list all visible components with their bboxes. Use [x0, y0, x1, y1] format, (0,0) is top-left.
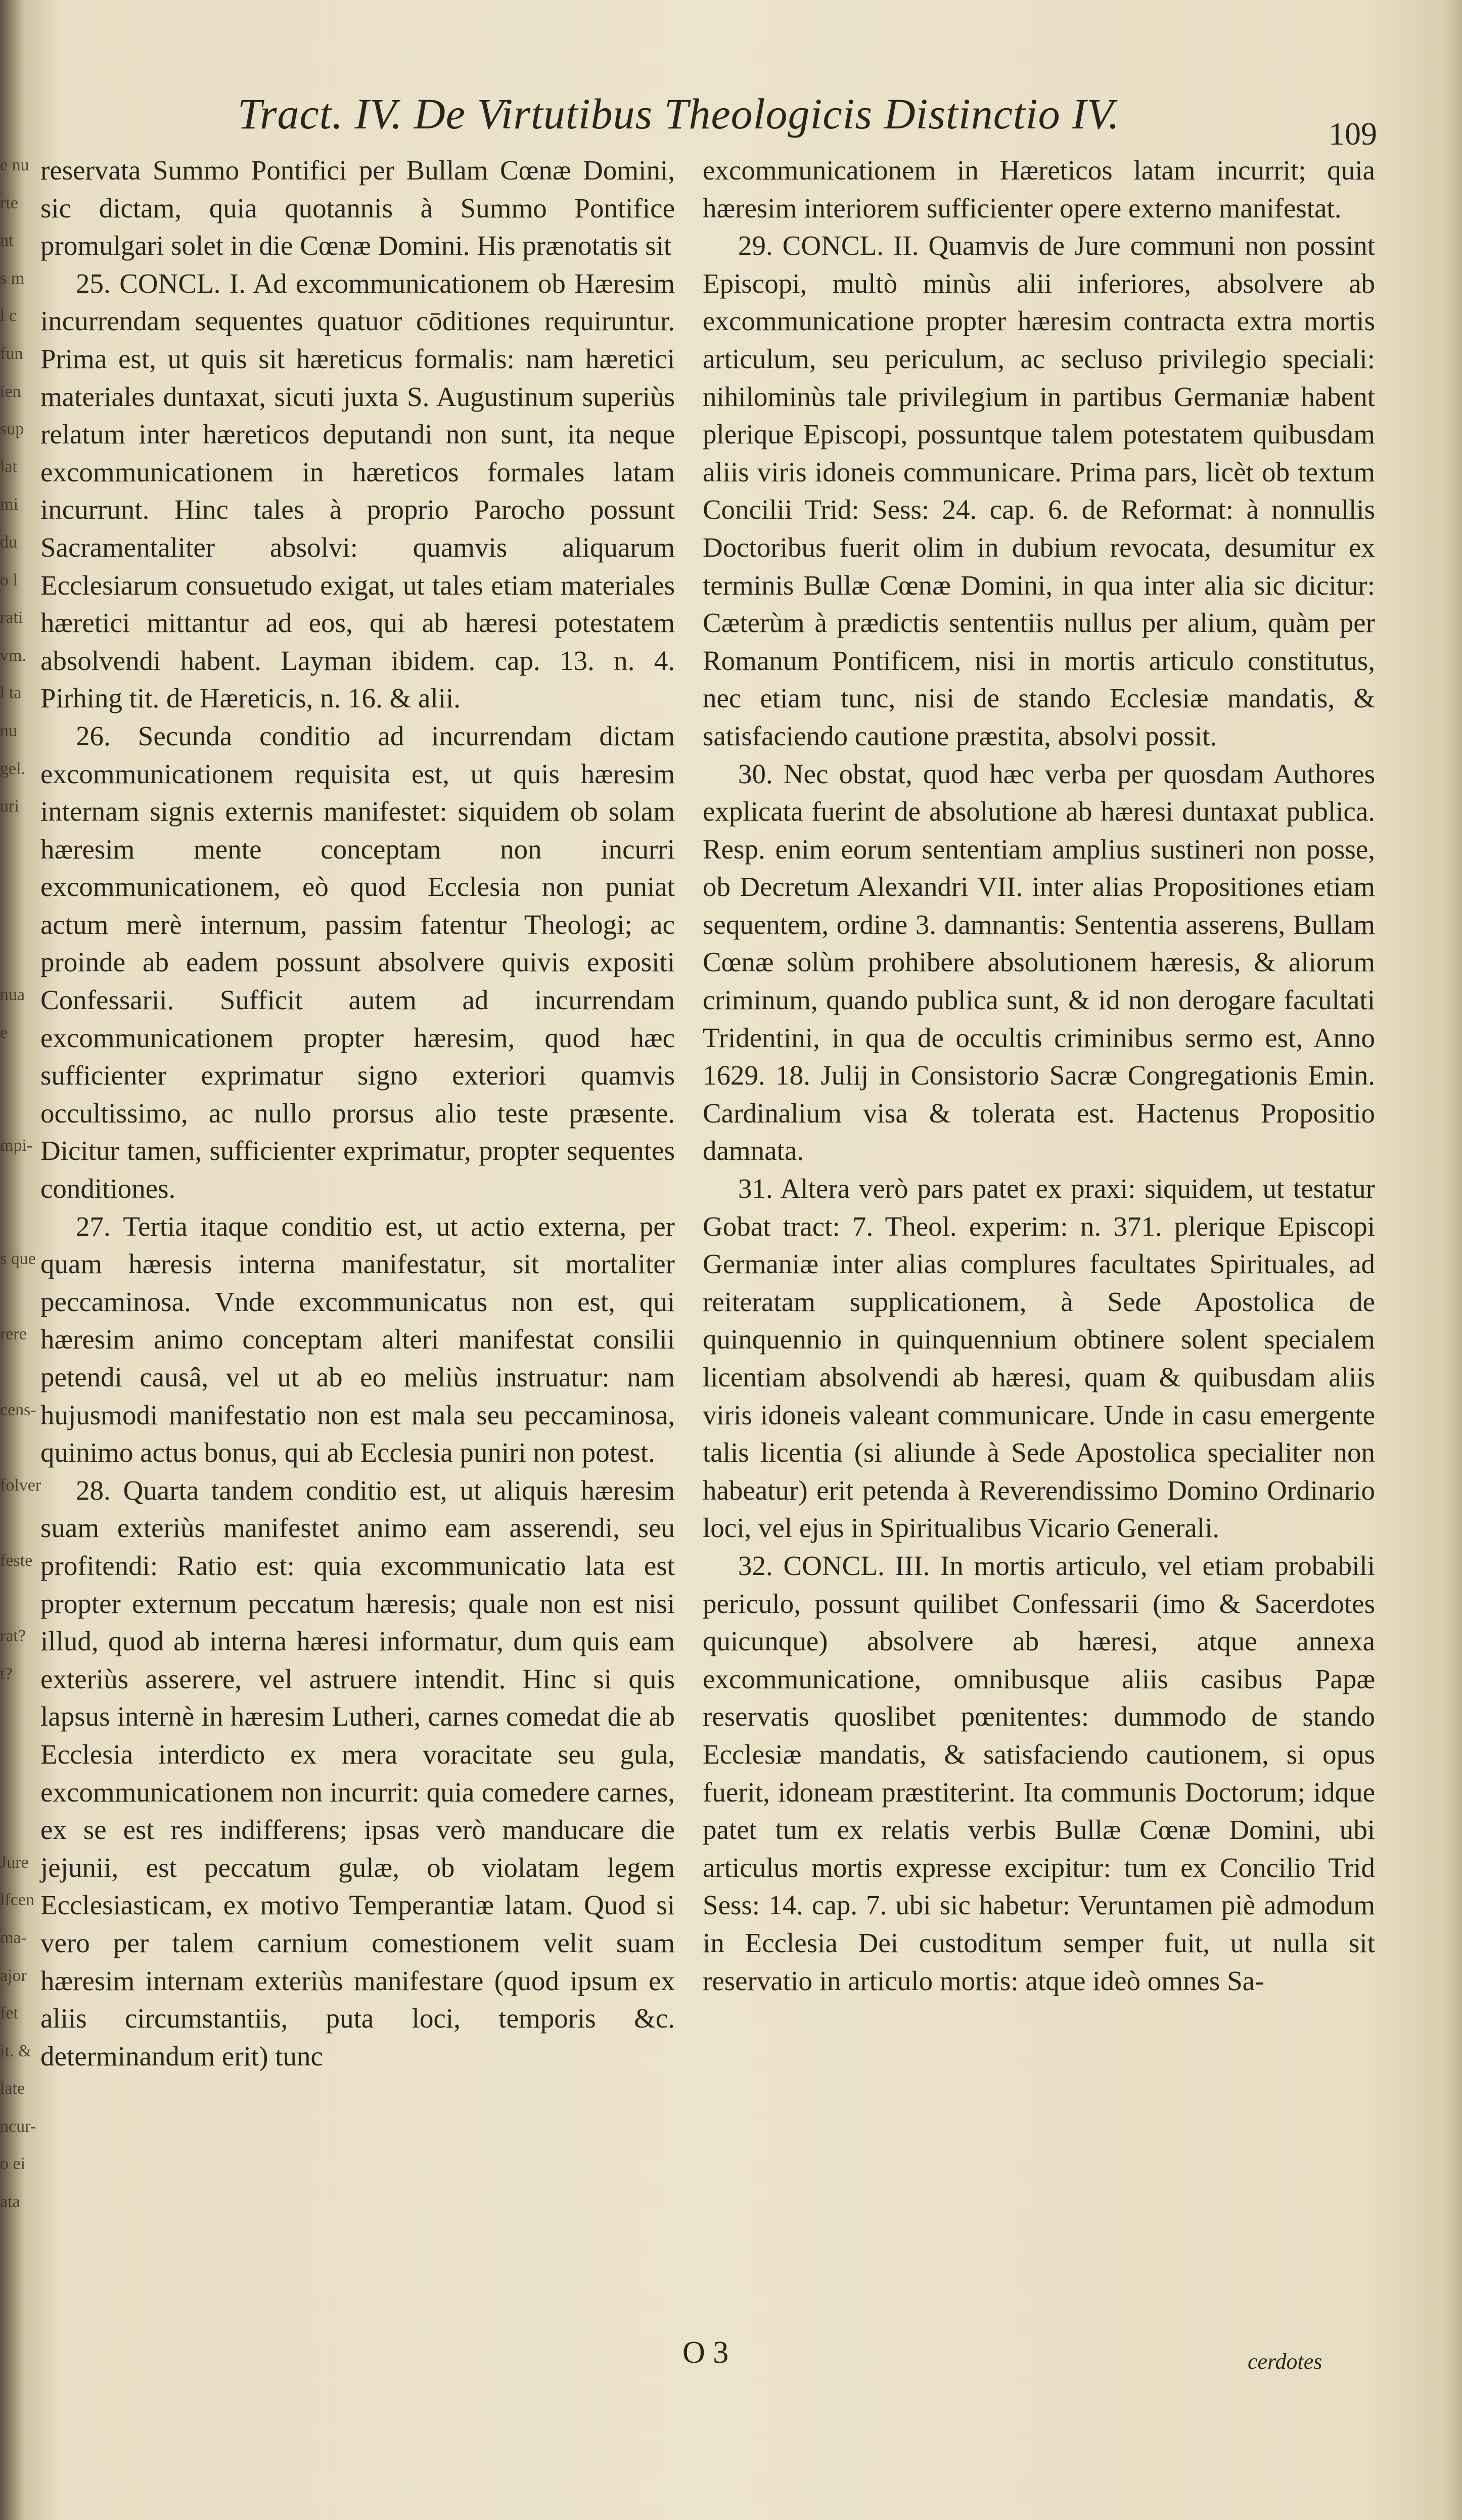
margin-fragment: ajor: [0, 1966, 27, 1985]
paragraph-26: 26. Secunda conditio ad incurrendam dictam excommunicationem requisita est, ut quis hæresim internam signis externis manifestet: siquidem ob solam hæresim mente conceptam non incurri excommunicationem, eò quod Ecclesia non puniat actum merè internum, passim fatentur Theologi; ac proinde ab eadem possunt absolvere quivis expositi Confessarii. Sufficit autem ad incurrendam excommunicationem propter hæresim, quod hæc sufficienter exprimatur signo exteriori quamvis occultissimo, ac nullo prorsus alio teste præsente. Dicitur tamen, sufficienter exprimatur, propter sequentes conditiones.: [40, 720, 675, 1204]
catchword: cerdotes: [1248, 2349, 1322, 2374]
margin-fragment: rati: [0, 608, 23, 627]
margin-fragment: nua: [0, 985, 25, 1005]
margin-fragment: [0, 1090, 32, 1128]
margin-fragment: s m: [0, 268, 25, 288]
margin-fragment: lat: [0, 457, 17, 476]
margin-fragment: du: [0, 532, 17, 552]
paragraph-30: 30. Nec obstat, quod hæc verba per quosdam Authores explicata fuerint de absolutione ab hæresi duntaxat publica. Resp. enim eorum sententiam amplius sustineri non posse, ob Decretum Alexandri VII. inter alias Propositiones etiam sequentem, ordine 3. damnantis: Sententia asserens, Bullam Cœnæ solùm prohibere absolutionem hæresis, & aliorum criminum, quando publica sunt, & id non derogare facultati Tridentini, in qua de occultis criminibus sermo est, Anno 1629. 18. Julij in Consistorio Sacræ Congregationis Emin. Cardinalium visa & tolerata est. Hactenus Propositio damnata.: [703, 758, 1375, 1166]
margin-fragment: nt: [0, 231, 14, 250]
paragraph-continuation-right: excommunicationem in Hæreticos latam incurrit; quia hæresim interiorem sufficienter opere externo manifestat.: [703, 155, 1375, 223]
paragraph-29: 29. CONCL. II. Quamvis de Jure communi non possint Episcopi, multò minùs alii inferiores, absolvere ab excommunicatione propter hæresim contracta extra mortis articulum, seu periculum, ac secluso privilegio speciali: nihilominùs tale privilegium in partibus Germaniæ habent plerique Episcopi, possuntque talem potestatem quibusdam aliis viris idoneis communicare. Prima pars, licèt ob textum Concilii Trid: Sess: 24. cap. 6. de Reformat: à nonnullis Doctoribus fuerit olim in dubium revocata, desumitur ex terminis Bullæ Cœnæ Domini, in qua inter alia sic dicitur: Cæterùm à prædictis sententiis nullus per alium, quàm per Romanum Pontificem, nisi in mortis articulo constitutus, nec etiam tunc, nisi de stando Ecclesiæ mandatis, & satisfaciendo cautione præstita, absolvi possit.: [703, 230, 1375, 751]
right-text-column: [703, 152, 1375, 2000]
margin-fragment: mpi-: [0, 1136, 33, 1155]
previous-page-edge: [0, 147, 41, 2296]
margin-fragment: feste: [0, 1551, 33, 1570]
margin-fragment: rere: [0, 1325, 27, 1344]
margin-fragment: [0, 1052, 32, 1090]
margin-fragment: l ta: [0, 684, 22, 703]
margin-fragment: nu: [0, 721, 17, 740]
margin-fragment: s que: [0, 1249, 36, 1269]
margin-fragment: [0, 1504, 32, 1542]
margin-fragment: [0, 901, 32, 939]
margin-fragment: folver: [0, 1475, 41, 1495]
page-number: 109: [1329, 116, 1377, 152]
margin-fragment: ien: [0, 382, 21, 401]
margin-fragment: o l: [0, 570, 18, 590]
margin-fragment: [0, 938, 32, 976]
margin-fragment: Jure: [0, 1853, 29, 1872]
margin-fragment: fun: [0, 344, 23, 363]
paragraph-31: 31. Altera verò pars patet ex praxi: siquidem, ut testatur Gobat tract: 7. Theol. experim: n. 371. plerique Episcopi Germaniæ inter alias complures facultates Spirituales, ad reiteratam supplicationem, à Sede Apostolica de quinquennio in quinquennium obtinere solent specialem licentiam absolvendi ab hæresi, quam & quibusdam aliis viris idoneis valeant communicare. Unde in casu emergente talis licentia (si aliunde à Sede Apostolica specialiter non habeatur) erit petenda à Reverendissimo Domino Ordinario loci, vel ejus in Spiritualibus Vicario Generali.: [703, 1173, 1375, 1544]
margin-fragment: cens-: [0, 1400, 36, 1419]
margin-fragment: uri: [0, 797, 19, 816]
margin-fragment: [0, 1429, 32, 1467]
margin-fragment: [0, 1769, 32, 1807]
margin-fragment: ncur-: [0, 2117, 36, 2136]
margin-fragment: [0, 1806, 32, 1844]
margin-fragment: [0, 1693, 32, 1731]
margin-fragment: late: [0, 2079, 25, 2098]
margin-fragment: sup: [0, 420, 24, 439]
paragraph-25: 25. CONCL. I. Ad excommunicationem ob Hæresim incurrendam sequentes quatuor cōditiones requiruntur. Prima est, ut quis sit hæreticus formalis: nam hæretici materiales duntaxat, sicuti juxta S. Augustinum superiùs relatum inter hæreticos deputandi non sunt, ita neque excommunicationem in hæreticos formales latam incurrunt. Hinc tales à proprio Parocho possunt Sacramentaliter absolvi: quamvis aliquarum Ecclesiarum consuetudo exigat, ut tales etiam materiales hæretici mittantur ad eos, qui ab hæresi potestatem absolvendi habent. Layman ibidem. cap. 13. n. 4. Pirhing tit. de Hæreticis, n. 16. & alii.: [40, 267, 675, 714]
margin-fragment: vm.: [0, 646, 26, 665]
margin-fragment: t?: [0, 1664, 13, 1683]
margin-fragment: [0, 1203, 32, 1241]
margin-fragment: lfcen: [0, 1891, 34, 1910]
left-text-column: [40, 152, 675, 2075]
running-title: Tract. IV. De Virtutibus Theologicis Distinctio IV.: [238, 89, 1120, 138]
paragraph-28: 28. Quarta tandem conditio est, ut aliquis hæresim suam exteriùs manifestet animo eam asserendi, seu profitendi: Ratio est: quia excommunicatio lata est propter externum peccatum hæresis; quale non est nisi illud, quod ab interna hæresi informatur, dum quis eam exteriùs asserere, vel astruere intendit. Hinc si quis lapsus internè in hæresim Lutheri, carnes comedat die ab Ecclesia interdicto ex mera voracitate seu gula, excommunicationem non incurrit: quia comedere carnes, ex se est res indifferens; ipsas verò manducare die jejunii, est peccatum gulæ, ob violatam legem Ecclesiasticam, ex motivo Temperantiæ latam. Quod si vero per talem carnium comestionem velit suam hæresim internam exteriùs manifestare (quod ipsum ex aliis circumstantiis, puta loci, temporis &c. determinandum erit) tunc: [40, 1474, 675, 2072]
margin-fragment: mi: [0, 495, 18, 514]
margin-fragment: gel.: [0, 759, 26, 778]
paragraph-continuation: reservata Summo Pontifici per Bullam Cœnæ Domini, sic dictam, quia quotannis à Summo Pontifice promulgari solet in die Cœnæ Domini. His prænotatis sit: [40, 155, 675, 261]
paragraph-27: 27. Tertia itaque conditio est, ut actio externa, per quam hæresis interna manifestatur, sit mortaliter peccaminosa. Vnde excommunicatus non est, qui hæresim animo conceptam alteri manifestat consilii petendi causâ, vel ut ab eo meliùs instruatur: nam hujusmodi manifestatio non est mala seu peccaminosa, quinimo actus bonus, qui ab Ecclesia puniri non potest.: [40, 1210, 675, 1468]
margin-fragment: ata: [0, 2192, 20, 2212]
margin-fragment: [0, 1731, 32, 1769]
margin-fragment: o ei: [0, 2154, 26, 2174]
margin-fragment: rte: [0, 193, 18, 212]
margin-fragment: it. &: [0, 2041, 32, 2060]
margin-fragment: [0, 826, 32, 864]
margin-fragment: e: [0, 1023, 8, 1042]
margin-fragment: ma-: [0, 1928, 27, 1947]
margin-fragment: [0, 1278, 32, 1316]
margin-fragment: [0, 1354, 32, 1391]
paragraph-32: 32. CONCL. III. In mortis articulo, vel etiam probabili periculo, possunt quilibet Confessarii (imo & Sacerdotes quicunque) absolvere ab hæresi, atque annexa excommunicatione, omnibusque aliis casibus Papæ reservatis quoslibet pœnitentes: dummodo de stando Ecclesiæ mandatis, & satisfaciendo cautionem, si opus fuerit, idoneam præstiterint. Ita communis Doctorum; idque patet tum ex relatis verbis Bullæ Cœnæ Domini, ubi articulus mortis expresse excipitur: tum ex Concilio Trid Sess: 14. cap. 7. ubi sic habetur: Veruntamen piè admodum in Ecclesia Dei custoditum semper fuit, ut nulla sit reservatio in articulo mortis: atque ideò omnes Sa-: [703, 1550, 1375, 1996]
margin-fragment: [0, 1165, 32, 1203]
margin-fragment: [0, 1580, 32, 1618]
margin-fragment: fet: [0, 2004, 18, 2023]
margin-fragment: rat?: [0, 1627, 26, 1646]
margin-fragment: [0, 863, 32, 901]
margin-fragment: l c: [0, 306, 17, 326]
signature-mark: O 3: [682, 2335, 729, 2370]
margin-fragment: e nu: [0, 156, 29, 174]
